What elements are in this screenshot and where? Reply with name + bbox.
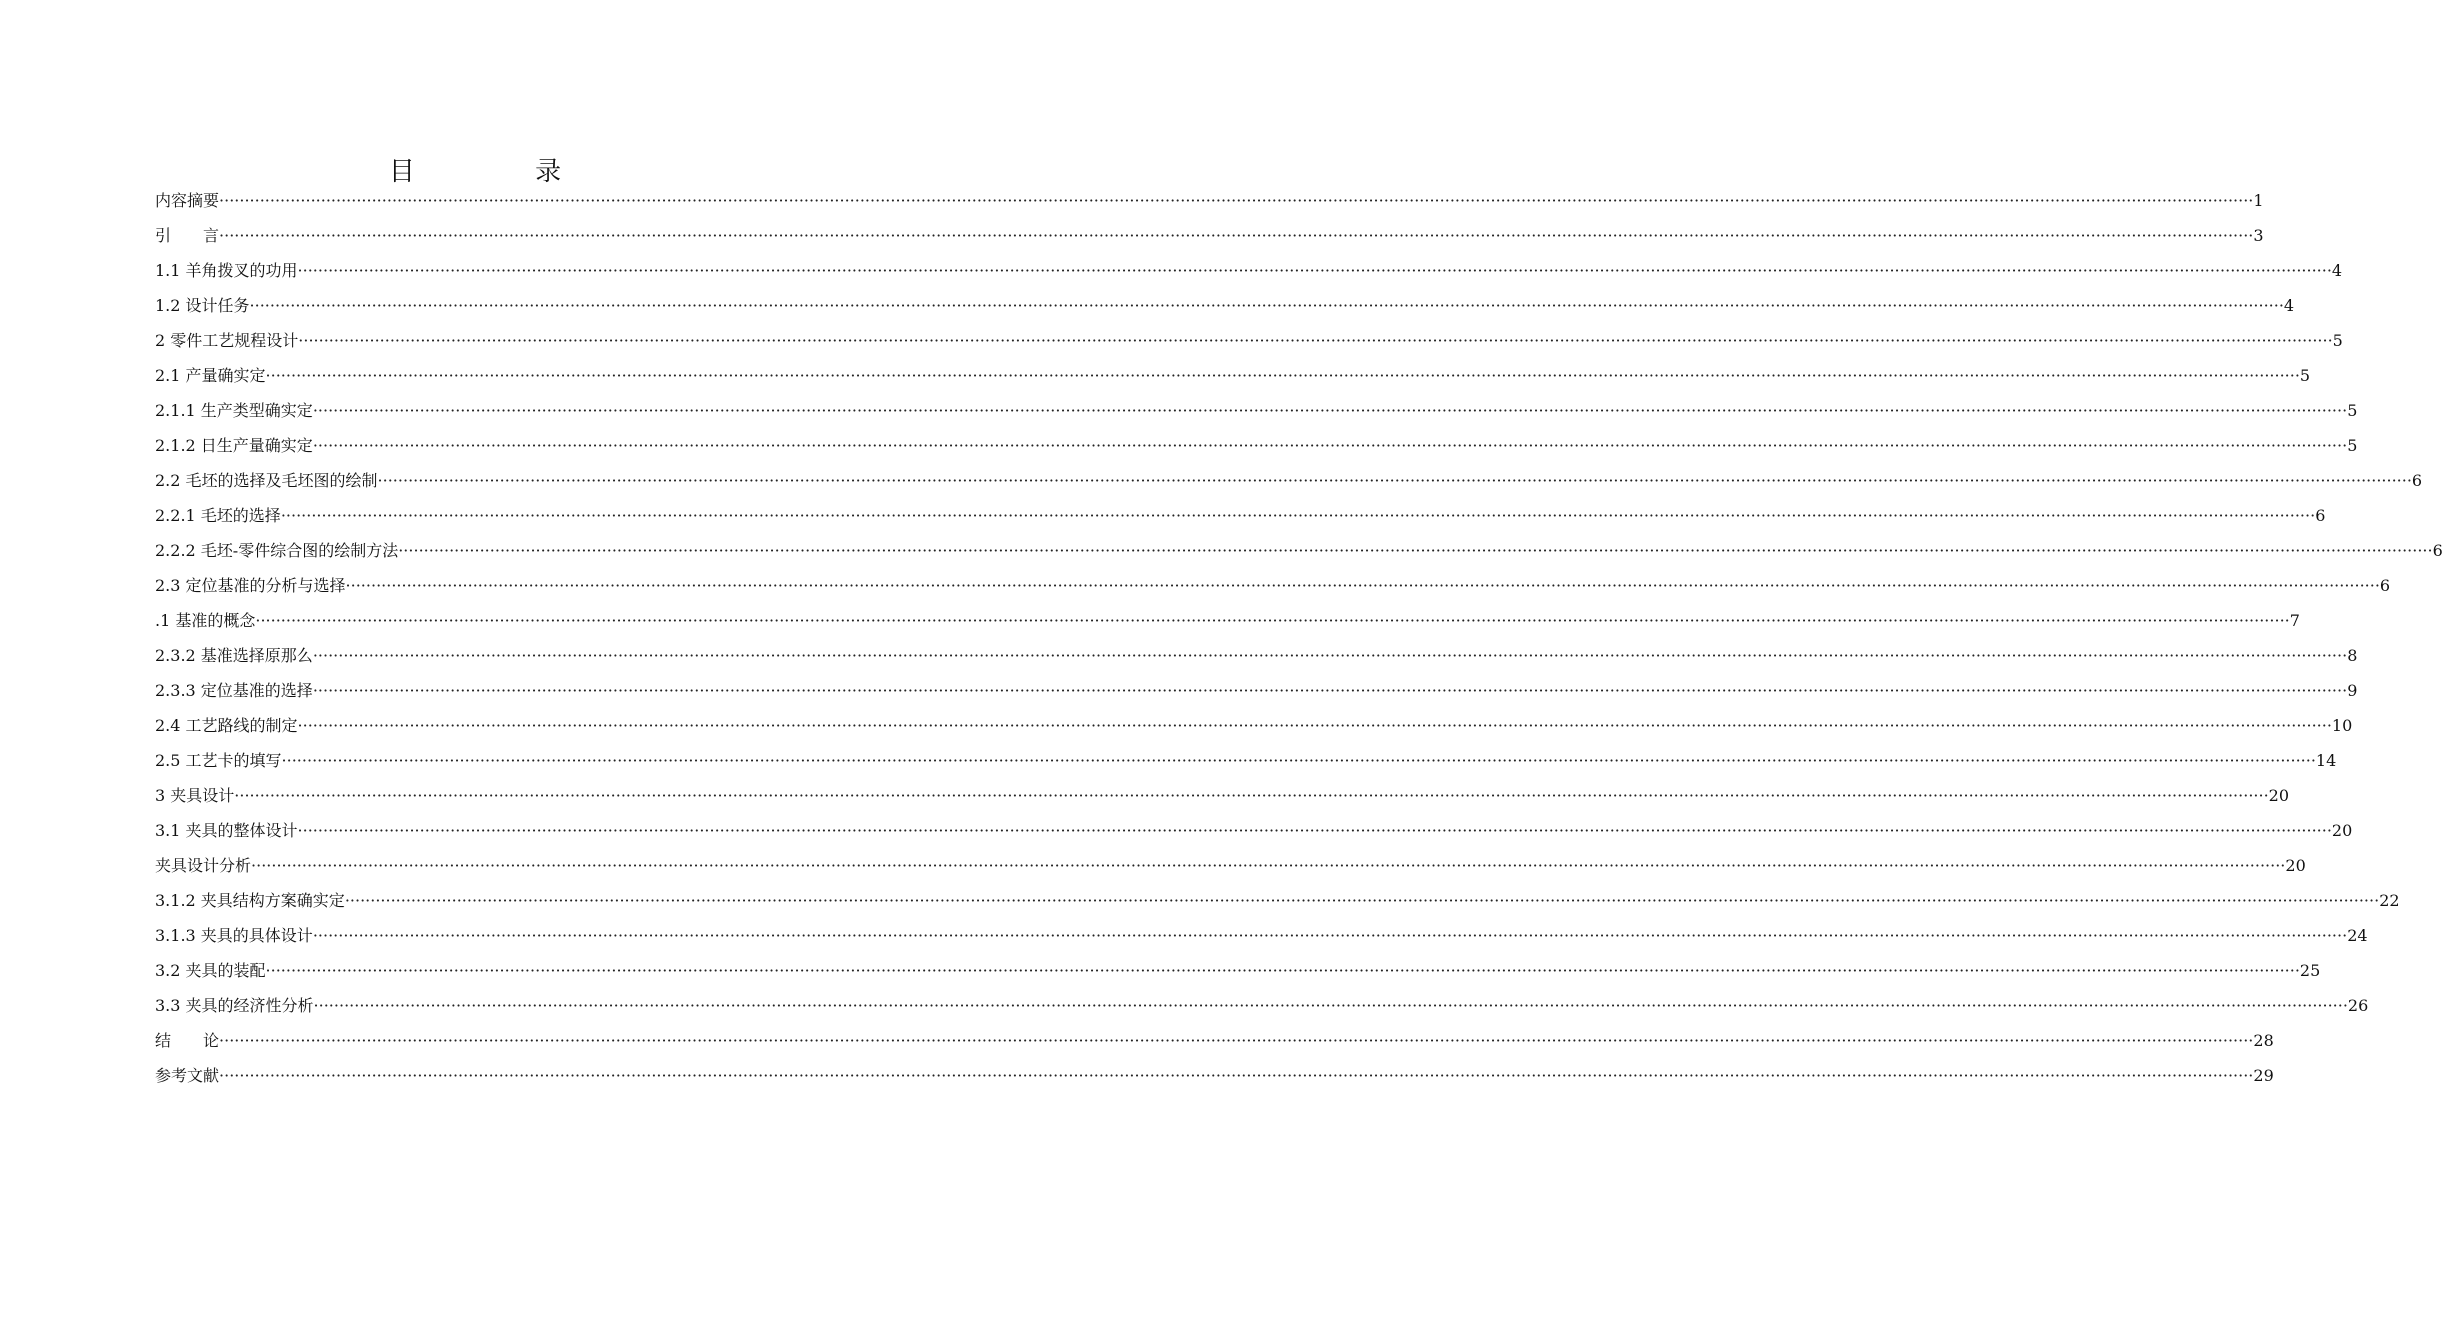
toc-title: 目 录 <box>388 157 618 187</box>
toc-leader-dots: ················································································································································································································································································································································································································ <box>281 751 2316 770</box>
toc-entry <box>155 708 2353 743</box>
toc-entry-label: 2.3.2 基准选择原那么 <box>155 646 313 665</box>
toc-leader-dots: ················································································································································································································································································································································································································ <box>312 926 2348 945</box>
toc-leader-dots: ················································································································································································································································································································································································································ <box>398 541 2433 560</box>
toc-entry <box>155 463 2423 498</box>
toc-leader-dots: ················································································································································································································································································································································································································ <box>219 1066 2254 1085</box>
toc-leader-dots: ················································································································································································································································································································································································································ <box>297 261 2332 280</box>
toc-entry-page: 5 <box>2347 401 2358 420</box>
toc-entry-label: 3.2 夹具的装配 <box>155 961 266 980</box>
toc-entry-page: 26 <box>2347 996 2369 1015</box>
toc-entry <box>155 848 2306 883</box>
toc-leader-dots: ················································································································································································································································································································································································································ <box>377 471 2412 490</box>
toc-entry-label: 3.1 夹具的整体设计 <box>155 821 298 840</box>
toc-entry <box>155 358 2311 393</box>
toc-leader-dots: ················································································································································································································································································································································································································ <box>297 821 2332 840</box>
toc-leader-dots: ················································································································································································································································································································································································································ <box>297 716 2332 735</box>
toc-entry-label: 2.2.1 毛坯的选择 <box>155 506 281 525</box>
toc-leader-dots: ················································································································································································································································································································································································································ <box>219 1031 2254 1050</box>
toc-entry-label: .1 基准的概念 <box>155 611 256 630</box>
toc-leader-dots: ················································································································································································································································································································································································································ <box>345 576 2380 595</box>
toc-leader-dots: ················································································································································································································································································································································································································ <box>344 891 2380 910</box>
toc-entry <box>155 603 2300 638</box>
toc-entry-label: 2.4 工艺路线的制定 <box>155 716 298 735</box>
toc-entry-page: 9 <box>2347 681 2358 700</box>
toc-entry-label: 2.5 工艺卡的填写 <box>155 751 282 770</box>
toc-entry <box>155 288 2295 323</box>
toc-entry-page: 5 <box>2347 436 2358 455</box>
toc-entry-page: 7 <box>2289 611 2300 630</box>
toc-entry <box>155 183 2264 218</box>
toc-entry-page: 20 <box>2268 786 2290 805</box>
toc-leader-dots: ················································································································································································································································································································································································································ <box>280 506 2316 525</box>
toc-entry-label: 结 论 <box>155 1031 220 1050</box>
toc-leader-dots: ················································································································································································································································································································································································································ <box>251 856 2286 875</box>
toc-entry-label: 2.3 定位基准的分析与选择 <box>155 576 346 595</box>
toc-entry <box>155 883 2400 918</box>
table-of-contents <box>155 183 2443 1093</box>
toc-entry-page: 29 <box>2253 1066 2274 1085</box>
toc-entry-page: 28 <box>2253 1031 2274 1050</box>
toc-entry <box>155 568 2391 603</box>
toc-entry <box>155 813 2353 848</box>
toc-entry-label: 2 零件工艺规程设计 <box>155 331 299 350</box>
toc-entry-page: 1 <box>2253 191 2264 210</box>
toc-entry-label: 内容摘要 <box>155 191 220 210</box>
toc-entry-page: 20 <box>2331 821 2353 840</box>
toc-leader-dots: ················································································································································································································································································································································································································ <box>219 226 2254 245</box>
toc-entry <box>155 323 2343 358</box>
toc-entry-page: 22 <box>2379 891 2400 910</box>
toc-leader-dots: ················································································································································································································································································································································································································ <box>249 296 2284 315</box>
toc-entry-page: 8 <box>2347 646 2358 665</box>
toc-entry-page: 6 <box>2379 576 2391 595</box>
toc-entry <box>155 218 2264 253</box>
toc-leader-dots: ················································································································································································································································································································································································································ <box>313 996 2348 1015</box>
toc-leader-dots: ················································································································································································································································································································································································································ <box>312 401 2348 420</box>
toc-entry-page: 25 <box>2299 961 2321 980</box>
toc-entry <box>155 428 2358 463</box>
toc-leader-dots: ················································································································································································································································································································································································································ <box>298 331 2333 350</box>
toc-entry-page: 14 <box>2315 751 2337 770</box>
toc-entry-label: 1.1 羊角拨叉的功用 <box>155 261 298 280</box>
toc-entry-label: 3.1.3 夹具的具体设计 <box>155 926 313 945</box>
toc-entry-label: 3.3 夹具的经济性分析 <box>155 996 314 1015</box>
toc-entry-page: 20 <box>2285 856 2306 875</box>
toc-entry <box>155 918 2368 953</box>
toc-entry-page: 6 <box>2411 471 2423 490</box>
toc-entry <box>155 533 2443 568</box>
toc-entry-label: 2.1.2 日生产量确实定 <box>155 436 313 455</box>
toc-entry-label: 参考文献 <box>155 1066 220 1085</box>
toc-entry-label: 2.2 毛坯的选择及毛坯图的绘制 <box>155 471 378 490</box>
toc-entry-label: 1.2 设计任务 <box>155 296 250 315</box>
toc-leader-dots: ················································································································································································································································································································································································································ <box>234 786 2269 805</box>
toc-entry <box>155 953 2321 988</box>
toc-entry-label: 引 言 <box>155 226 220 245</box>
toc-leader-dots: ················································································································································································································································································································································································································ <box>312 646 2348 665</box>
toc-leader-dots: ················································································································································································································································································································································································································ <box>219 191 2254 210</box>
toc-entry <box>155 778 2290 813</box>
toc-entry-page: 5 <box>2332 331 2343 350</box>
toc-entry <box>155 988 2369 1023</box>
toc-entry-label: 2.1.1 生产类型确实定 <box>155 401 313 420</box>
toc-entry-page: 10 <box>2331 716 2353 735</box>
toc-entry-page: 6 <box>2432 541 2443 560</box>
toc-entry-page: 6 <box>2315 506 2326 525</box>
toc-entry <box>155 1058 2274 1093</box>
toc-leader-dots: ················································································································································································································································································································································································································ <box>312 681 2348 700</box>
toc-entry <box>155 673 2358 708</box>
toc-leader-dots: ················································································································································································································································································································································································································ <box>265 961 2300 980</box>
toc-entry-page: 3 <box>2253 226 2264 245</box>
toc-leader-dots: ················································································································································································································································································································································································································ <box>255 611 2290 630</box>
toc-leader-dots: ················································································································································································································································································································································································································ <box>312 436 2348 455</box>
toc-entry-label: 2.3.3 定位基准的选择 <box>155 681 313 700</box>
toc-entry-label: 夹具设计分析 <box>155 856 252 875</box>
toc-entry-page: 24 <box>2347 926 2368 945</box>
toc-entry-page: 5 <box>2299 366 2311 385</box>
toc-entry-label: 3 夹具设计 <box>155 786 235 805</box>
toc-leader-dots: ················································································································································································································································································································································································································ <box>265 366 2300 385</box>
toc-entry <box>155 498 2326 533</box>
toc-entry-label: 2.2.2 毛坯-零件综合图的绘制方法 <box>155 541 399 560</box>
toc-entry-page: 4 <box>2283 296 2295 315</box>
toc-entry <box>155 638 2358 673</box>
toc-entry-label: 3.1.2 夹具结构方案确实定 <box>155 891 345 910</box>
toc-entry <box>155 393 2358 428</box>
toc-entry <box>155 253 2343 288</box>
toc-entry <box>155 743 2337 778</box>
toc-entry-page: 4 <box>2331 261 2343 280</box>
toc-entry-label: 2.1 产量确实定 <box>155 366 266 385</box>
toc-entry <box>155 1023 2274 1058</box>
